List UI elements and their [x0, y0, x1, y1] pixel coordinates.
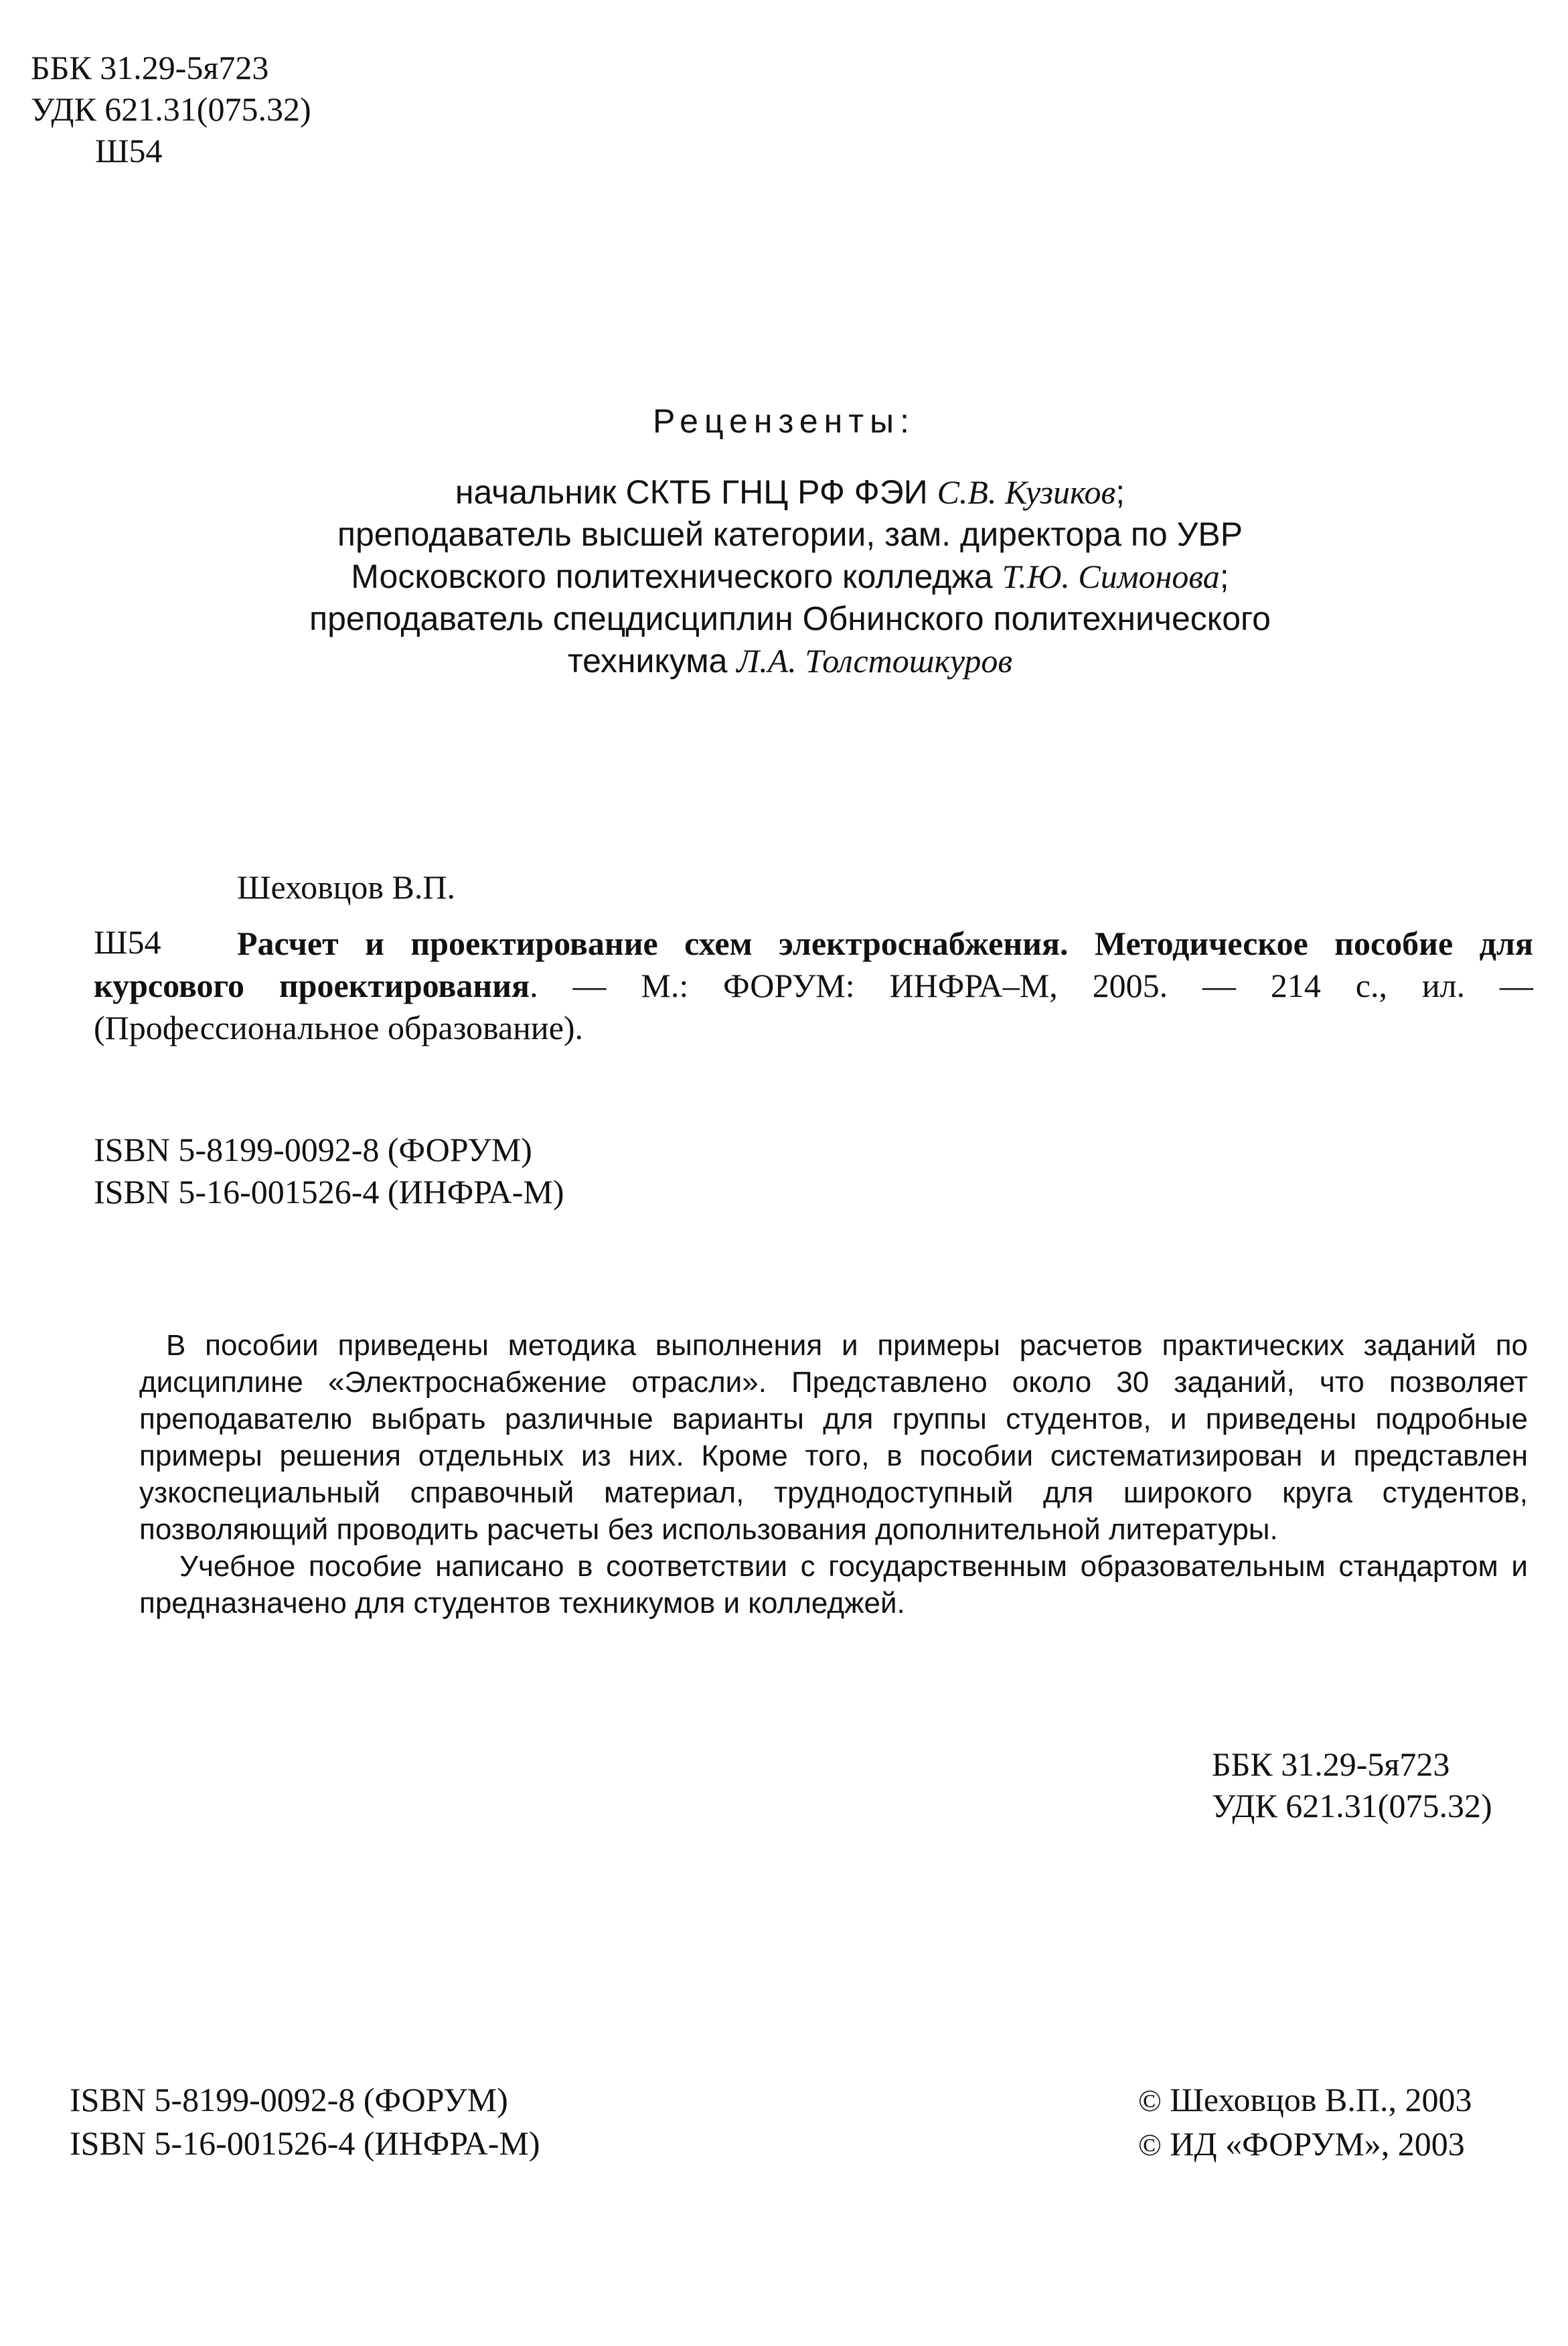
author-mark: Ш54 [95, 132, 163, 169]
bottom-bbk: ББК 31.29-5я723 [1212, 1745, 1450, 1783]
reviewer-3 [201, 640, 1379, 682]
separator: ; [1115, 473, 1125, 511]
abstract-paragraph-1: В пособии приведены методика выполнения и примеры расчетов практических заданий по дисциплине «Электроснабжение отрасли». Представлено около 30 заданий, что позволяет преподавателю выбрать различные варианты для группы студентов, и приведены подробные примеры решения отдельных из них. Кроме того, в пособии систематизирован и представлен узкоспециальный справочный материал, труднодоступный для широкого круга студентов, позволяющий проводить расчеты без использования дополнительной литературы. [139, 1329, 1528, 1546]
bottom-classification [1212, 1743, 1492, 1826]
call-number: Ш54 [94, 923, 161, 961]
reviewer-3-position: преподаватель спецдисциплин Обнинского политехнического [309, 600, 1271, 637]
abstract-paragraph-2: Учебное пособие написано в соответствии с государственным образовательным стандартом и предназначено для студентов техникумов и колледжей. [139, 1550, 1528, 1620]
isbn-block [94, 1129, 564, 1213]
copyright-author [1138, 2078, 1472, 2122]
classification-codes [31, 47, 311, 171]
book-author: Шеховцов В.П. [237, 868, 456, 906]
reviewer-2-position: преподаватель высшей категории, зам. директора по УВР [337, 516, 1243, 553]
reviewer-2-org: Московского политехнического колледжа [351, 558, 1002, 595]
bbk-code: ББК 31.29-5я723 [31, 49, 269, 86]
reviewer-1-name: С.В. Кузиков [937, 473, 1116, 511]
reviewers-list [201, 471, 1379, 682]
bottom-isbn-infra: ISBN 5-16-001526-4 (ИНФРА-М) [70, 2124, 540, 2162]
bibliographic-record [94, 923, 1533, 1049]
bottom-isbn-block [70, 2078, 540, 2165]
reviewer-2-name: Т.Ю. Симонова [1002, 558, 1220, 595]
bottom-isbn-forum: ISBN 5-8199-0092-8 (ФОРУМ) [70, 2081, 508, 2118]
reviewer-3-org: техникума [567, 642, 737, 680]
udk-code: УДК 621.31(075.32) [31, 90, 311, 128]
copyright-symbol: © [1138, 2084, 1162, 2118]
reviewers-heading: Рецензенты: [653, 402, 915, 440]
reviewer-1-position: начальник СКТБ ГНЦ РФ ФЭИ [455, 473, 937, 511]
copyright-author-text: Шеховцов В.П., 2003 [1161, 2081, 1472, 2118]
copyright-publisher-text: ИД «ФОРУМ», 2003 [1161, 2125, 1465, 2163]
separator: ; [1219, 558, 1229, 595]
reviewer-1 [201, 471, 1379, 514]
reviewer-2 [201, 556, 1379, 598]
bottom-udk: УДК 621.31(075.32) [1212, 1787, 1492, 1824]
isbn-forum: ISBN 5-8199-0092-8 (ФОРУМ) [94, 1131, 532, 1168]
book-title: Расчет и проектирование схем электроснабжения. Методическое пособие для курсового проектирования [94, 925, 1533, 1004]
copyright-publisher [1138, 2122, 1472, 2167]
isbn-infra: ISBN 5-16-001526-4 (ИНФРА-М) [94, 1173, 564, 1210]
book-imprint: . — М.: ФОРУМ: ИНФРА–М, 2005. — 214 с., ил. — (Профессиональное образование). [94, 967, 1533, 1046]
reviewer-3-name: Л.А. Толстошкуров [736, 642, 1013, 680]
abstract [139, 1327, 1528, 1622]
copyright-block [1138, 2078, 1472, 2167]
copyright-symbol: © [1138, 2128, 1162, 2162]
